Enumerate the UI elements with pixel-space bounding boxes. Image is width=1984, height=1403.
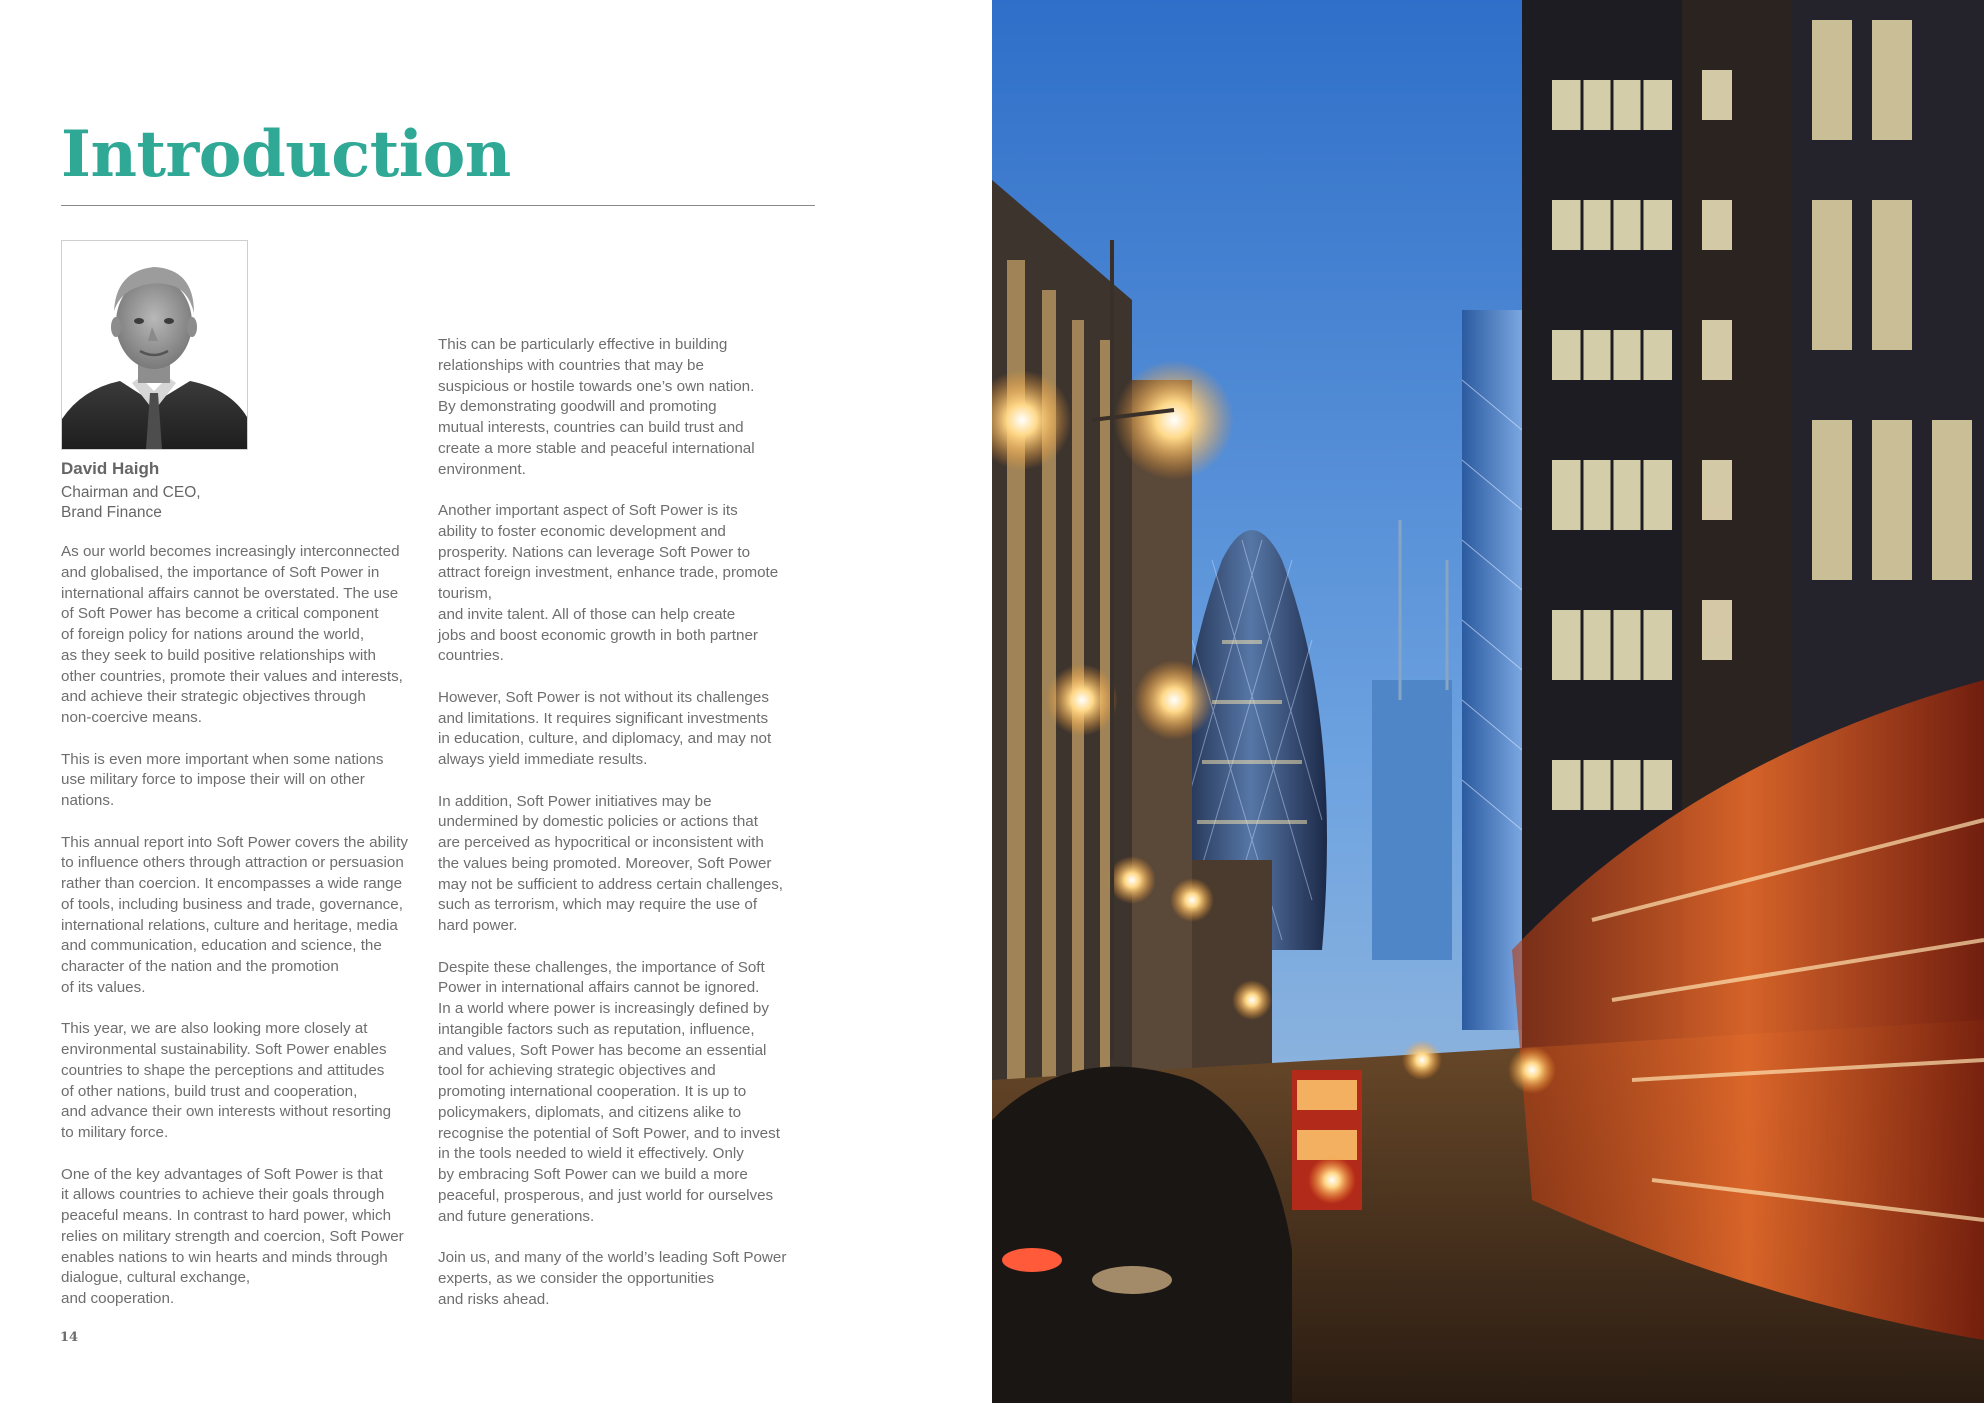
author-role-line: Chairman and CEO, xyxy=(61,484,201,501)
body-line: and limitations. It requires significant investments xyxy=(438,709,769,727)
body-line: hard power. xyxy=(438,917,518,934)
page-title: Introduction xyxy=(61,117,511,192)
body-line: create a more stable and peaceful international xyxy=(438,439,755,457)
body-line: of other nations, build trust and cooperation, xyxy=(61,1082,358,1100)
body-line: This can be particularly effective in building xyxy=(438,336,728,353)
body-line: and achieve their strategic objectives through xyxy=(61,688,366,706)
page-number: 14 xyxy=(60,1330,79,1345)
body-line: the values being promoted. Moreover, Soft Power xyxy=(438,854,772,872)
body-line: This annual report into Soft Power covers the ability xyxy=(61,833,408,851)
body-line: rather than coercion. It encompasses a wide range xyxy=(61,875,403,892)
body-line: and values, Soft Power has become an essential xyxy=(438,1041,767,1059)
body-line: mutual interests, countries can build trust and xyxy=(438,419,744,436)
body-line: undermined by domestic policies or actions that xyxy=(438,813,758,831)
body-paragraph xyxy=(438,792,818,937)
body-line: and globalised, the importance of Soft Power in xyxy=(61,563,380,581)
body-line: and cooperation. xyxy=(61,1290,175,1307)
body-line: non-coercive means. xyxy=(61,709,202,726)
body-line: international relations, culture and heritage, media xyxy=(61,916,398,934)
body-column-1 xyxy=(61,542,431,1310)
body-line: of Soft Power has become a critical component xyxy=(61,605,379,623)
body-line: it allows countries to achieve their goals through xyxy=(61,1186,385,1204)
body-line: In a world where power is increasingly defined by xyxy=(438,1000,769,1017)
body-line: environment. xyxy=(438,460,526,478)
body-line: in education, culture, and diplomacy, and may not xyxy=(438,730,772,748)
body-line: One of the key advantages of Soft Power is that xyxy=(61,1165,383,1183)
body-paragraph xyxy=(61,1019,431,1144)
body-line: ability to foster economic development and xyxy=(438,522,726,540)
body-paragraph xyxy=(61,542,431,729)
body-line: relationships with countries that may be xyxy=(438,356,704,374)
body-line: Join us, and many of the world’s leading Soft Power xyxy=(438,1249,787,1266)
body-line: experts, as we consider the opportunities xyxy=(438,1269,715,1287)
body-line: Another important aspect of Soft Power is its xyxy=(438,502,738,519)
city-photo xyxy=(992,0,1984,1403)
body-line: enables nations to win hearts and minds through xyxy=(61,1248,388,1266)
author-role xyxy=(61,483,201,523)
body-line: By demonstrating goodwill and promoting xyxy=(438,398,717,416)
body-line: tourism, xyxy=(438,585,493,602)
body-line: and advance their own interests without resorting xyxy=(61,1103,392,1121)
body-line: This year, we are also looking more closely at xyxy=(61,1020,368,1038)
body-line: However, Soft Power is not without its challenges xyxy=(438,688,769,706)
author-portrait-image xyxy=(62,241,247,449)
body-line: jobs and boost economic growth in both partner xyxy=(438,626,758,644)
body-line: attract foreign investment, enhance trade, promote xyxy=(438,564,779,582)
body-column-2 xyxy=(438,335,818,1310)
body-line: and communication, education and science, the xyxy=(61,937,382,955)
body-line: relies on military strength and coercion, Soft Power xyxy=(61,1227,404,1245)
body-line: nations. xyxy=(61,792,115,809)
body-line: and risks ahead. xyxy=(438,1290,550,1308)
body-line: such as terrorism, which may require the use of xyxy=(438,896,758,914)
body-paragraph xyxy=(438,958,818,1228)
body-line: promoting international cooperation. It is up to xyxy=(438,1083,747,1100)
body-line: dialogue, cultural exchange, xyxy=(61,1269,251,1287)
body-line: to military force. xyxy=(61,1124,169,1141)
body-line: suspicious or hostile towards one’s own nation. xyxy=(438,377,755,395)
london-street-photo xyxy=(992,0,1984,1403)
body-line: Power in international affairs cannot be ignored. xyxy=(438,979,760,997)
body-line: prosperity. Nations can leverage Soft Power to xyxy=(438,543,751,561)
body-line: countries. xyxy=(438,647,504,665)
body-line: to influence others through attraction or persuasion xyxy=(61,854,404,872)
body-line: recognise the potential of Soft Power, and to invest xyxy=(438,1124,780,1142)
body-line: other countries, promote their values and interests, xyxy=(61,667,403,685)
body-paragraph xyxy=(61,833,431,999)
body-line: Despite these challenges, the importance of Soft xyxy=(438,958,765,976)
body-paragraph xyxy=(61,750,431,812)
author-role-line: Brand Finance xyxy=(61,504,162,521)
body-paragraph xyxy=(438,501,818,667)
body-line: This is even more important when some nations xyxy=(61,750,384,768)
body-line: policymakers, diplomats, and citizens alike to xyxy=(438,1103,742,1121)
body-paragraph xyxy=(438,1248,818,1310)
body-line: by embracing Soft Power can we build a more xyxy=(438,1166,748,1183)
body-line: In addition, Soft Power initiatives may be xyxy=(438,792,712,810)
body-line: of tools, including business and trade, governance, xyxy=(61,895,403,913)
author-portrait xyxy=(61,240,248,450)
body-paragraph xyxy=(438,688,818,771)
body-line: use military force to impose their will on other xyxy=(61,771,365,789)
body-line: As our world becomes increasingly interconnected xyxy=(61,543,400,560)
body-line: of its values. xyxy=(61,978,146,996)
body-line: and future generations. xyxy=(438,1207,595,1225)
body-line: and invite talent. All of those can help create xyxy=(438,605,736,623)
body-line: intangible factors such as reputation, influence, xyxy=(438,1020,755,1038)
body-line: environmental sustainability. Soft Power enables xyxy=(61,1041,387,1058)
body-paragraph xyxy=(61,1165,431,1310)
body-line: are perceived as hypocritical or inconsistent with xyxy=(438,834,764,851)
body-line: international affairs cannot be overstated. The use xyxy=(61,584,399,602)
author-name: David Haigh xyxy=(61,459,160,478)
body-line: tool for achieving strategic objectives and xyxy=(438,1062,716,1080)
body-line: peaceful, prosperous, and just world for ourselves xyxy=(438,1186,774,1204)
body-line: as they seek to build positive relationships with xyxy=(61,646,376,664)
body-line: may not be sufficient to address certain challenges, xyxy=(438,875,784,893)
body-line: peaceful means. In contrast to hard power, which xyxy=(61,1207,392,1224)
body-paragraph xyxy=(438,335,818,480)
body-line: in the tools needed to wield it effectively. Only xyxy=(438,1145,744,1163)
body-line: countries to shape the perceptions and attitudes xyxy=(61,1061,385,1079)
body-line: character of the nation and the promotion xyxy=(61,958,339,975)
body-line: of foreign policy for nations around the world, xyxy=(61,626,365,643)
title-divider xyxy=(61,205,815,206)
body-line: always yield immediate results. xyxy=(438,751,648,768)
